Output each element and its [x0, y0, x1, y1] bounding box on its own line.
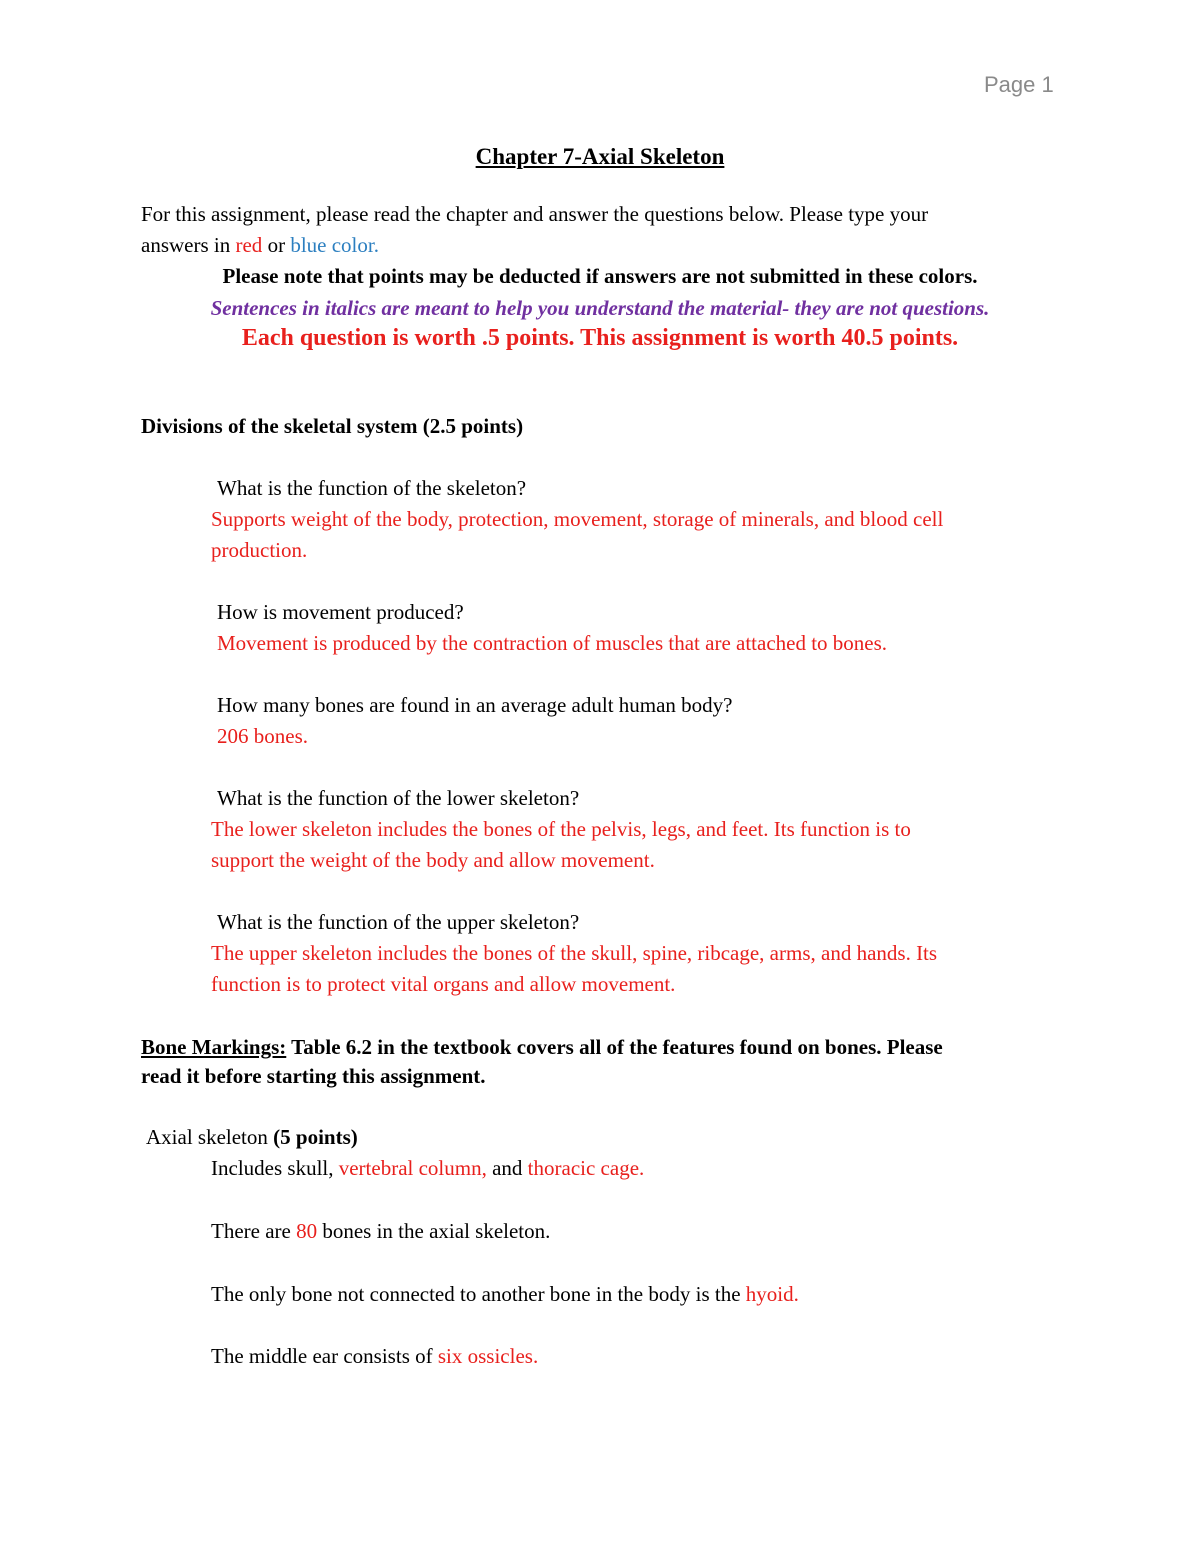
answer-3: 206 bones.: [217, 724, 308, 748]
axial-points: (5 points): [273, 1125, 358, 1149]
answer-bone-count: 80: [296, 1219, 318, 1243]
answer-4-line-2: support the weight of the body and allow movement.: [211, 848, 655, 872]
answer-vertebral-column: vertebral column,: [338, 1156, 487, 1180]
italics-note: Sentences in italics are meant to help you understand the material- they are not questions.: [210, 296, 990, 320]
bone-markings-text: Table 6.2 in the textbook covers all of the features found on bones. Please: [286, 1035, 943, 1059]
answer-5-line-1: The upper skeleton includes the bones of the skull, spine, ribcage, arms, and hands. Its: [211, 941, 938, 965]
red-word: red: [235, 233, 263, 257]
question-4: What is the function of the lower skeleton?: [217, 786, 580, 810]
question-3: How many bones are found in an average adult human body?: [217, 693, 733, 717]
document-title: Chapter 7-Axial Skeleton: [475, 144, 725, 169]
question-5: What is the function of the upper skeleton?: [217, 910, 580, 934]
axial-statement-1: [211, 1153, 644, 1184]
axial-heading: [146, 1122, 358, 1153]
points-note: Each question is worth .5 points. This assignment is worth 40.5 points.: [241, 325, 959, 351]
axial-statement-3: [211, 1279, 799, 1310]
statement-text: The only bone not connected to another bone in the body is the: [211, 1282, 746, 1306]
answer-1-line-2: production.: [211, 538, 308, 562]
bone-markings-line-2: read it before starting this assignment.: [141, 1064, 486, 1088]
bone-markings-line-1: [141, 1032, 943, 1063]
statement-text: There are: [211, 1219, 297, 1243]
answer-2: Movement is produced by the contraction of muscles that are attached to bones.: [217, 631, 888, 655]
statement-text: The middle ear consists of: [211, 1344, 438, 1368]
question-1: What is the function of the skeleton?: [217, 476, 527, 500]
blue-word: blue color.: [290, 233, 379, 257]
answer-4-line-1: The lower skeleton includes the bones of the pelvis, legs, and feet. Its function is to: [211, 817, 911, 841]
intro-line-1: For this assignment, please read the chapter and answer the questions below. Please type your: [141, 202, 929, 226]
answer-5-line-2: function is to protect vital organs and allow movement.: [211, 972, 676, 996]
answer-ossicles: six ossicles.: [437, 1344, 539, 1368]
answer-1-line-1: Supports weight of the body, protection, movement, storage of minerals, and blood cell: [211, 507, 944, 531]
axial-statement-2: [211, 1216, 550, 1247]
answer-thoracic-cage: thoracic cage.: [527, 1156, 645, 1180]
intro-text: or: [262, 233, 291, 257]
statement-text: bones in the axial skeleton.: [317, 1219, 551, 1243]
color-note: Please note that points may be deducted if answers are not submitted in these colors.: [222, 264, 978, 288]
answer-hyoid: hyoid.: [745, 1282, 799, 1306]
section-heading-divisions: Divisions of the skeletal system (2.5 points): [141, 414, 524, 438]
axial-statement-4: [211, 1341, 538, 1372]
bone-markings-label: Bone Markings:: [141, 1035, 287, 1059]
axial-heading-text: Axial skeleton: [146, 1125, 274, 1149]
intro-text: answers in: [141, 233, 236, 257]
intro-line-2: [141, 230, 379, 261]
page-number: Page 1: [984, 72, 1054, 97]
statement-text: Includes skull,: [211, 1156, 339, 1180]
statement-text: and: [486, 1156, 528, 1180]
question-2: How is movement produced?: [217, 600, 464, 624]
